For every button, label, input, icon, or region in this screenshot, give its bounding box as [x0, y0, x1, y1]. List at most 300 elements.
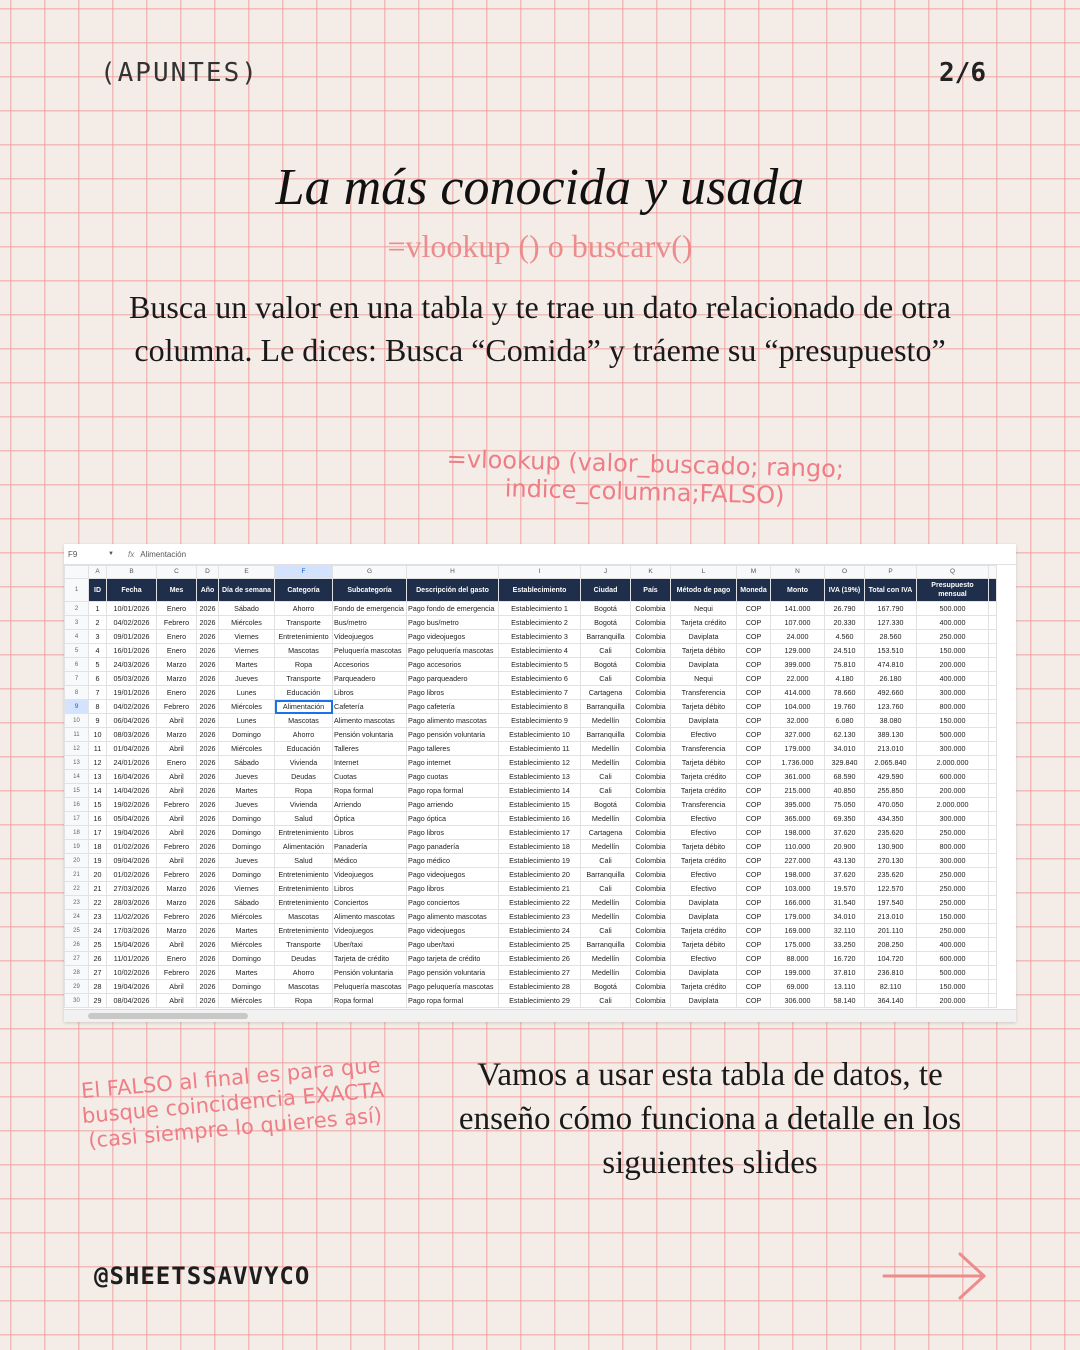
overflow-cell[interactable] [989, 658, 997, 672]
table-cell[interactable]: Peluquería mascotas [333, 644, 407, 658]
table-cell[interactable]: Colombia [631, 980, 671, 994]
table-cell[interactable]: Abril [157, 826, 197, 840]
table-cell[interactable]: Pago alimento mascotas [407, 910, 499, 924]
dropdown-icon[interactable]: ▼ [108, 551, 114, 557]
column-letter[interactable]: E [219, 566, 275, 579]
table-cell[interactable]: 08/04/2026 [107, 994, 157, 1008]
table-cell[interactable]: 110.000 [771, 840, 825, 854]
row-number[interactable]: 18 [65, 826, 89, 840]
table-cell[interactable]: 300.000 [917, 812, 989, 826]
overflow-cell[interactable] [989, 924, 997, 938]
table-cell[interactable]: Tarjeta débito [671, 938, 737, 952]
table-cell[interactable]: 27/03/2026 [107, 882, 157, 896]
table-cell[interactable]: Pago videojuegos [407, 868, 499, 882]
table-cell[interactable]: 300.000 [917, 742, 989, 756]
table-cell[interactable]: Establecimiento 24 [499, 924, 581, 938]
table-cell[interactable]: 19/04/2026 [107, 826, 157, 840]
table-cell[interactable]: Cali [581, 994, 631, 1008]
column-header[interactable]: Categoría [275, 579, 333, 602]
overflow-cell[interactable] [989, 840, 997, 854]
column-letter[interactable]: L [671, 566, 737, 579]
overflow-cell[interactable] [989, 910, 997, 924]
table-cell[interactable]: Pensión voluntaria [333, 728, 407, 742]
table-cell[interactable]: COP [737, 616, 771, 630]
table-cell[interactable]: 24.510 [825, 644, 865, 658]
column-header[interactable]: Total con IVA [865, 579, 917, 602]
table-cell[interactable]: Pago peluquería mascotas [407, 980, 499, 994]
table-cell[interactable]: 28.560 [865, 630, 917, 644]
table-cell[interactable]: Daviplata [671, 896, 737, 910]
table-cell[interactable]: 10/02/2026 [107, 966, 157, 980]
table-cell[interactable]: Mascotas [275, 980, 333, 994]
table-cell[interactable]: 300.000 [917, 686, 989, 700]
table-cell[interactable]: Marzo [157, 658, 197, 672]
table-cell[interactable]: Pago parqueadero [407, 672, 499, 686]
table-cell[interactable]: Miércoles [219, 994, 275, 1008]
table-cell[interactable]: 24.000 [771, 630, 825, 644]
table-cell[interactable]: 166.000 [771, 896, 825, 910]
table-cell[interactable]: Establecimiento 16 [499, 812, 581, 826]
row-number[interactable]: 25 [65, 924, 89, 938]
table-cell[interactable]: 250.000 [917, 868, 989, 882]
table-cell[interactable]: Cali [581, 784, 631, 798]
table-cell[interactable]: 208.250 [865, 938, 917, 952]
table-cell[interactable]: Abril [157, 854, 197, 868]
cell-reference[interactable]: F9 [68, 549, 78, 559]
column-letter[interactable]: A [89, 566, 107, 579]
table-cell[interactable]: Cali [581, 672, 631, 686]
table-cell[interactable]: 235.620 [865, 826, 917, 840]
table-cell[interactable]: 250.000 [917, 826, 989, 840]
table-cell[interactable]: Establecimiento 27 [499, 966, 581, 980]
table-cell[interactable]: Marzo [157, 896, 197, 910]
table-cell[interactable]: Ropa [275, 994, 333, 1008]
table-cell[interactable]: 200.000 [917, 994, 989, 1008]
table-cell[interactable]: Bogotá [581, 658, 631, 672]
table-cell[interactable]: Colombia [631, 784, 671, 798]
table-cell[interactable]: Tarjeta crédito [671, 784, 737, 798]
table-cell[interactable]: 300.000 [917, 854, 989, 868]
table-cell[interactable]: 4 [89, 644, 107, 658]
table-cell[interactable]: Tarjeta de crédito [333, 952, 407, 966]
table-cell[interactable]: 23 [89, 910, 107, 924]
table-cell[interactable]: Establecimiento 1 [499, 602, 581, 616]
table-cell[interactable]: Establecimiento 18 [499, 840, 581, 854]
table-cell[interactable]: Medellín [581, 966, 631, 980]
table-cell[interactable]: 40.850 [825, 784, 865, 798]
table-cell[interactable]: Establecimiento 6 [499, 672, 581, 686]
table-cell[interactable]: 434.350 [865, 812, 917, 826]
table-cell[interactable]: Abril [157, 938, 197, 952]
table-cell[interactable]: Pago peluquería mascotas [407, 644, 499, 658]
scrollbar-thumb[interactable] [88, 1013, 248, 1019]
table-cell[interactable]: Febrero [157, 798, 197, 812]
corner-cell[interactable] [65, 566, 89, 579]
table-cell[interactable]: 201.110 [865, 924, 917, 938]
table-cell[interactable]: COP [737, 770, 771, 784]
table-cell[interactable]: 236.810 [865, 966, 917, 980]
table-cell[interactable]: 37.810 [825, 966, 865, 980]
table-cell[interactable]: 22.000 [771, 672, 825, 686]
table-cell[interactable]: 800.000 [917, 840, 989, 854]
table-cell[interactable]: Febrero [157, 910, 197, 924]
table-cell[interactable]: 01/02/2026 [107, 868, 157, 882]
table-cell[interactable]: Establecimiento 19 [499, 854, 581, 868]
table-cell[interactable]: COP [737, 602, 771, 616]
table-cell[interactable]: Educación [275, 686, 333, 700]
table-cell[interactable]: 21 [89, 882, 107, 896]
row-number[interactable]: 16 [65, 798, 89, 812]
row-number[interactable]: 24 [65, 910, 89, 924]
table-cell[interactable]: 130.900 [865, 840, 917, 854]
table-cell[interactable]: 16/01/2026 [107, 644, 157, 658]
table-cell[interactable]: Daviplata [671, 658, 737, 672]
table-cell[interactable]: 213.010 [865, 910, 917, 924]
table-cell[interactable]: COP [737, 798, 771, 812]
table-cell[interactable]: 2026 [197, 714, 219, 728]
table-cell[interactable]: 19.760 [825, 700, 865, 714]
table-cell[interactable]: Jueves [219, 672, 275, 686]
table-cell[interactable]: Medellín [581, 812, 631, 826]
table-cell[interactable]: 400.000 [917, 616, 989, 630]
table-cell[interactable]: 32.110 [825, 924, 865, 938]
column-header[interactable]: Presupuesto mensual [917, 579, 989, 602]
table-cell[interactable]: 6 [89, 672, 107, 686]
table-cell[interactable]: Establecimiento 28 [499, 980, 581, 994]
table-cell[interactable]: COP [737, 630, 771, 644]
table-cell[interactable]: Pago conciertos [407, 896, 499, 910]
row-number[interactable]: 29 [65, 980, 89, 994]
table-cell[interactable]: Pago ropa formal [407, 994, 499, 1008]
table-cell[interactable]: Cuotas [333, 770, 407, 784]
column-letter[interactable]: J [581, 566, 631, 579]
column-letter[interactable]: B [107, 566, 157, 579]
row-number[interactable]: 8 [65, 686, 89, 700]
table-cell[interactable]: 2026 [197, 938, 219, 952]
table-cell[interactable]: Pago cuotas [407, 770, 499, 784]
table-cell[interactable]: Médico [333, 854, 407, 868]
table-cell[interactable]: 20.330 [825, 616, 865, 630]
table-cell[interactable]: 395.000 [771, 798, 825, 812]
column-letter[interactable]: O [825, 566, 865, 579]
column-header[interactable]: Moneda [737, 579, 771, 602]
overflow-cell[interactable] [989, 700, 997, 714]
overflow-cell[interactable] [989, 812, 997, 826]
table-cell[interactable]: Establecimiento 21 [499, 882, 581, 896]
overflow-cell[interactable] [989, 952, 997, 966]
table-cell[interactable]: Salud [275, 854, 333, 868]
table-cell[interactable]: 12 [89, 756, 107, 770]
table-cell[interactable]: 250.000 [917, 630, 989, 644]
table-cell[interactable]: 11/01/2026 [107, 952, 157, 966]
table-cell[interactable]: Pago accesorios [407, 658, 499, 672]
table-cell[interactable]: Ropa formal [333, 784, 407, 798]
table-cell[interactable]: 38.080 [865, 714, 917, 728]
table-cell[interactable]: 78.660 [825, 686, 865, 700]
table-cell[interactable]: 16 [89, 812, 107, 826]
table-cell[interactable]: Colombia [631, 756, 671, 770]
column-header[interactable]: Fecha [107, 579, 157, 602]
row-number[interactable]: 11 [65, 728, 89, 742]
table-cell[interactable]: 10/01/2026 [107, 602, 157, 616]
table-cell[interactable]: 400.000 [917, 938, 989, 952]
table-cell[interactable]: Fondo de emergencia [333, 602, 407, 616]
table-cell[interactable]: Medellín [581, 840, 631, 854]
column-header[interactable]: Ciudad [581, 579, 631, 602]
table-cell[interactable]: Talleres [333, 742, 407, 756]
table-cell[interactable]: 213.010 [865, 742, 917, 756]
overflow-cell[interactable] [989, 602, 997, 616]
table-cell[interactable]: 227.000 [771, 854, 825, 868]
table-cell[interactable]: Barranquilla [581, 938, 631, 952]
overflow-cell[interactable] [989, 938, 997, 952]
table-cell[interactable]: Cali [581, 854, 631, 868]
table-cell[interactable]: Tarjeta crédito [671, 980, 737, 994]
table-cell[interactable]: 123.760 [865, 700, 917, 714]
table-cell[interactable]: Daviplata [671, 966, 737, 980]
table-cell[interactable]: Martes [219, 784, 275, 798]
table-cell[interactable]: 2026 [197, 630, 219, 644]
table-cell[interactable]: Alimento mascotas [333, 714, 407, 728]
table-cell[interactable]: Colombia [631, 714, 671, 728]
table-cell[interactable]: Establecimiento 4 [499, 644, 581, 658]
table-cell[interactable]: 2026 [197, 910, 219, 924]
table-cell[interactable]: Bus/metro [333, 616, 407, 630]
table-cell[interactable]: Abril [157, 812, 197, 826]
table-cell[interactable]: Pago pensión voluntaria [407, 728, 499, 742]
table-cell[interactable]: 82.110 [865, 980, 917, 994]
table-cell[interactable]: Marzo [157, 672, 197, 686]
table-cell[interactable]: 2026 [197, 868, 219, 882]
row-number[interactable]: 20 [65, 854, 89, 868]
table-cell[interactable]: Efectivo [671, 826, 737, 840]
table-cell[interactable]: Sábado [219, 756, 275, 770]
table-cell[interactable]: Colombia [631, 602, 671, 616]
table-cell[interactable]: 7 [89, 686, 107, 700]
table-cell[interactable]: 215.000 [771, 784, 825, 798]
table-cell[interactable]: 29 [89, 994, 107, 1008]
table-cell[interactable]: 361.000 [771, 770, 825, 784]
row-number[interactable]: 14 [65, 770, 89, 784]
column-letter[interactable]: F [275, 566, 333, 579]
table-cell[interactable]: 75.050 [825, 798, 865, 812]
table-cell[interactable]: COP [737, 728, 771, 742]
table-cell[interactable]: Colombia [631, 742, 671, 756]
table-cell[interactable]: 24/01/2026 [107, 756, 157, 770]
table-cell[interactable]: 150.000 [917, 910, 989, 924]
table-cell[interactable]: Cafetería [333, 700, 407, 714]
table-cell[interactable]: Ahorro [275, 728, 333, 742]
table-cell[interactable]: Miércoles [219, 742, 275, 756]
table-cell[interactable]: Barranquilla [581, 700, 631, 714]
table-cell[interactable]: Pago talleres [407, 742, 499, 756]
table-cell[interactable]: 153.510 [865, 644, 917, 658]
column-letter[interactable]: H [407, 566, 499, 579]
table-cell[interactable]: Pago libros [407, 882, 499, 896]
formula-value[interactable]: Alimentación [140, 549, 187, 559]
table-cell[interactable]: 122.570 [865, 882, 917, 896]
row-number[interactable]: 19 [65, 840, 89, 854]
table-cell[interactable]: 400.000 [917, 672, 989, 686]
table-cell[interactable]: 197.540 [865, 896, 917, 910]
column-header[interactable]: Descripción del gasto [407, 579, 499, 602]
overflow-cell[interactable] [989, 616, 997, 630]
table-cell[interactable]: 9 [89, 714, 107, 728]
column-header[interactable]: ID [89, 579, 107, 602]
table-cell[interactable]: Establecimiento 25 [499, 938, 581, 952]
table-cell[interactable]: 150.000 [917, 714, 989, 728]
table-cell[interactable]: Alimento mascotas [333, 910, 407, 924]
table-cell[interactable]: 2026 [197, 952, 219, 966]
table-cell[interactable]: 2026 [197, 770, 219, 784]
row-number[interactable]: 5 [65, 644, 89, 658]
table-cell[interactable]: 365.000 [771, 812, 825, 826]
overflow-cell[interactable] [989, 896, 997, 910]
table-cell[interactable]: Medellín [581, 896, 631, 910]
table-cell[interactable]: Viernes [219, 630, 275, 644]
overflow-cell[interactable] [989, 826, 997, 840]
table-cell[interactable]: Lunes [219, 686, 275, 700]
table-cell[interactable]: 19/04/2026 [107, 980, 157, 994]
table-cell[interactable]: 600.000 [917, 952, 989, 966]
table-cell[interactable]: 198.000 [771, 868, 825, 882]
table-cell[interactable]: Deudas [275, 770, 333, 784]
table-cell[interactable]: Pago ropa formal [407, 784, 499, 798]
column-letter[interactable]: I [499, 566, 581, 579]
table-cell[interactable]: 800.000 [917, 700, 989, 714]
row-number[interactable]: 6 [65, 658, 89, 672]
table-cell[interactable]: Colombia [631, 840, 671, 854]
table-cell[interactable]: Videojuegos [333, 868, 407, 882]
table-cell[interactable]: 2026 [197, 966, 219, 980]
overflow-cell[interactable] [989, 966, 997, 980]
table-cell[interactable]: 4.560 [825, 630, 865, 644]
table-cell[interactable]: 15/04/2026 [107, 938, 157, 952]
table-cell[interactable]: Medellín [581, 742, 631, 756]
table-cell[interactable]: 26.180 [865, 672, 917, 686]
table-cell[interactable]: Abril [157, 980, 197, 994]
table-cell[interactable]: 429.590 [865, 770, 917, 784]
table-cell[interactable]: Colombia [631, 910, 671, 924]
row-number[interactable]: 2 [65, 602, 89, 616]
table-cell[interactable]: COP [737, 658, 771, 672]
table-cell[interactable]: Transferencia [671, 798, 737, 812]
table-cell[interactable]: Colombia [631, 686, 671, 700]
table-cell[interactable]: 88.000 [771, 952, 825, 966]
table-cell[interactable]: Viernes [219, 882, 275, 896]
table-cell[interactable]: 19/02/2026 [107, 798, 157, 812]
table-cell[interactable]: Pago libros [407, 686, 499, 700]
table-cell[interactable]: Febrero [157, 966, 197, 980]
table-cell[interactable]: Colombia [631, 994, 671, 1008]
table-cell[interactable]: 2026 [197, 840, 219, 854]
table-cell[interactable]: 2026 [197, 994, 219, 1008]
table-cell[interactable]: Pago panadería [407, 840, 499, 854]
table-cell[interactable]: 16.720 [825, 952, 865, 966]
table-cell[interactable]: Establecimiento 20 [499, 868, 581, 882]
table-cell[interactable]: Pago fondo de emergencia [407, 602, 499, 616]
table-cell[interactable]: Tarjeta crédito [671, 854, 737, 868]
table-cell[interactable]: 34.010 [825, 742, 865, 756]
row-number[interactable]: 9 [65, 700, 89, 714]
table-cell[interactable]: Panadería [333, 840, 407, 854]
column-letter[interactable]: M [737, 566, 771, 579]
overflow-cell[interactable] [989, 798, 997, 812]
table-cell[interactable]: 250.000 [917, 924, 989, 938]
table-cell[interactable]: 08/03/2026 [107, 728, 157, 742]
table-cell[interactable]: Transporte [275, 672, 333, 686]
table-cell[interactable]: Entretenimiento [275, 826, 333, 840]
row-number[interactable]: 27 [65, 952, 89, 966]
table-cell[interactable]: Jueves [219, 798, 275, 812]
table-cell[interactable]: Transporte [275, 938, 333, 952]
table-cell[interactable]: Bogotá [581, 602, 631, 616]
table-cell[interactable]: Colombia [631, 658, 671, 672]
table-cell[interactable]: Pago pensión voluntaria [407, 966, 499, 980]
table-cell[interactable]: 2026 [197, 854, 219, 868]
column-letter[interactable]: Q [917, 566, 989, 579]
table-cell[interactable]: 22 [89, 896, 107, 910]
table-cell[interactable]: Bogotá [581, 798, 631, 812]
table-cell[interactable]: 200.000 [917, 658, 989, 672]
column-header[interactable]: País [631, 579, 671, 602]
table-cell[interactable]: Sábado [219, 602, 275, 616]
table-cell[interactable]: 141.000 [771, 602, 825, 616]
column-header[interactable]: Día de semana [219, 579, 275, 602]
table-cell[interactable]: Martes [219, 924, 275, 938]
table-cell[interactable]: Colombia [631, 616, 671, 630]
table-cell[interactable]: 17 [89, 826, 107, 840]
table-cell[interactable]: 104.720 [865, 952, 917, 966]
table-cell[interactable]: Ahorro [275, 602, 333, 616]
table-cell[interactable]: 19 [89, 854, 107, 868]
table-cell[interactable]: Enero [157, 686, 197, 700]
table-cell[interactable]: 19/01/2026 [107, 686, 157, 700]
table-cell[interactable]: Entretenimiento [275, 896, 333, 910]
table-cell[interactable]: 2026 [197, 812, 219, 826]
table-cell[interactable]: Abril [157, 714, 197, 728]
table-cell[interactable]: Pensión voluntaria [333, 966, 407, 980]
table-cell[interactable]: 2026 [197, 980, 219, 994]
table-cell[interactable]: Domingo [219, 952, 275, 966]
column-letter[interactable]: C [157, 566, 197, 579]
table-cell[interactable]: 37.620 [825, 826, 865, 840]
table-cell[interactable]: 75.810 [825, 658, 865, 672]
table-cell[interactable]: Establecimiento 17 [499, 826, 581, 840]
table-cell[interactable]: COP [737, 840, 771, 854]
table-cell[interactable]: Lunes [219, 714, 275, 728]
table-cell[interactable]: COP [737, 910, 771, 924]
table-cell[interactable]: Tarjeta débito [671, 700, 737, 714]
table-cell[interactable]: Parqueadero [333, 672, 407, 686]
table-cell[interactable]: 17/03/2026 [107, 924, 157, 938]
table-cell[interactable]: Barranquilla [581, 868, 631, 882]
overflow-cell[interactable] [989, 868, 997, 882]
table-cell[interactable]: Colombia [631, 812, 671, 826]
table-cell[interactable]: 04/02/2026 [107, 616, 157, 630]
table-cell[interactable]: Ropa [275, 784, 333, 798]
table-cell[interactable]: 01/02/2026 [107, 840, 157, 854]
table-cell[interactable]: COP [737, 980, 771, 994]
column-header[interactable]: Subcategoría [333, 579, 407, 602]
table-cell[interactable]: 6.080 [825, 714, 865, 728]
table-cell[interactable]: Colombia [631, 770, 671, 784]
table-cell[interactable]: 01/04/2026 [107, 742, 157, 756]
overflow-cell[interactable] [989, 742, 997, 756]
table-cell[interactable]: Pago cafetería [407, 700, 499, 714]
overflow-cell[interactable] [989, 686, 997, 700]
table-cell[interactable]: Domingo [219, 728, 275, 742]
